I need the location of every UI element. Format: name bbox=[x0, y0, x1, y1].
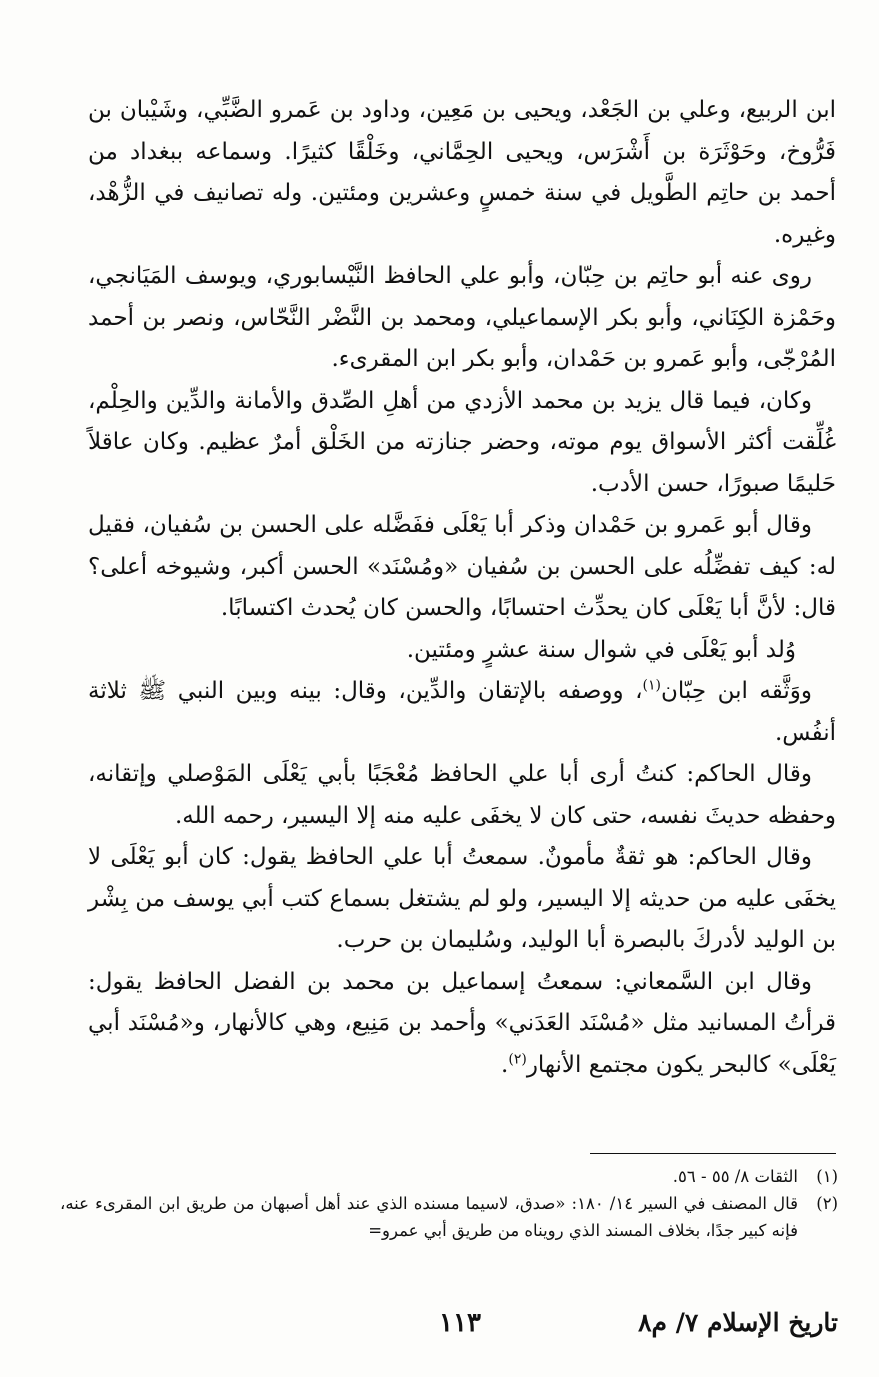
footnote-2-text: قال المصنف في السير ١٤/ ١٨٠: «صدق، لاسيما مسنده الذي عند أهل أصبهان من طريق ابن المقرىء عنه، فإنه كبير جدًا، بخلاف المسند الذي رويناه من طريق أبي عمرو= bbox=[60, 1194, 798, 1240]
paragraph-hakim-1: وقال الحاكم: كنتُ أرى أبا علي الحافظ مُعْجَبًا بأبي يَعْلَى المَوْصلي وإتقانه، وحفظه حديثَ نفسه، حتى كان لا يخفَى عليه منه إلا اليسير، رحمه الله. bbox=[88, 761, 836, 829]
paragraph-narrators: روى عنه أبو حاتِم بن حِبّان، وأبو علي الحافظ النَّيْسابوري، ويوسف المَيَانجي، وحَمْزة الكِنَاني، وأبو بكر الإسماعيلي، ومحمد بن النَّضْر النَّحّاس، ونصر بن أحمد المُرْجّى، وأبو عَمرو بن حَمْدان، وأبو بكر ابن المقرىء. bbox=[88, 263, 836, 372]
footnote-2-number: (٢) bbox=[816, 1194, 838, 1213]
paragraph-character: وكان، فيما قال يزيد بن محمد الأزدي من أهلِ الصِّدق والأمانة والدِّين والحِلْم، غُلِّقت أكثر الأسواق يوم موته، وحضر جنازته من الخَلْق أمرٌ عظيم. وكان عاقلاً حَليمًا صبورًا، حسن الأدب. bbox=[88, 387, 836, 497]
footnotes bbox=[60, 1163, 838, 1244]
running-title: تاريخ الإسلام ٧/ م٨ bbox=[638, 1308, 838, 1337]
footnote-1-number: (١) bbox=[816, 1167, 838, 1186]
main-text bbox=[88, 90, 836, 1086]
paragraph-ibn-hamdan: وقال أبو عَمرو بن حَمْدان وذكر أبا يَعْلَى ففَضَّله على الحسن بن سُفيان، فقيل له: كيف تفضِّلُه على الحسن بن سُفيان «ومُسْنَد» الحسن أكبر، وشيوخه أعلى؟ قال: لأنَّ أبا يَعْلَى كان يحدِّث احتسابًا، والحسن كان يُحدث اكتسابًا. bbox=[88, 512, 836, 621]
footnote-1-text: الثقات ٨/ ٥٥ - ٥٦. bbox=[672, 1167, 798, 1186]
paragraph-birth: وُلد أبو يَعْلَى في شوال سنة عشرٍ ومئتين. bbox=[406, 636, 796, 663]
page-number: ١١٣ bbox=[439, 1308, 481, 1338]
ibn-hibban-lead: ووَثَّقه ابن حِبّان bbox=[660, 678, 812, 704]
footnote-1 bbox=[60, 1163, 838, 1190]
footnote-ref-2[interactable]: (٢) bbox=[508, 1050, 527, 1067]
footnote-divider bbox=[590, 1153, 836, 1154]
ibn-hibban-rest: ، ووصفه بالإتقان والدِّين، وقال: بينه وبين النبي ﷺ ثلاثة أنفُس. bbox=[88, 678, 836, 746]
paragraph-samani bbox=[88, 962, 836, 1087]
samani-end: . bbox=[501, 1051, 509, 1078]
footnote-2 bbox=[60, 1190, 838, 1244]
page-footer bbox=[60, 1308, 838, 1348]
paragraph-hakim-2: وقال الحاكم: هو ثقةٌ مأمونٌ. سمعتُ أبا علي الحافظ يقول: كان أبو يَعْلَى لا يخفَى عليه من حديثه إلا اليسير، ولو لم يشتغل بسماع كتب أبي يوسف من بِشْر بن الوليد لأدركَ بالبصرة أبا الوليد، وسُليمان بن حرب. bbox=[88, 844, 836, 953]
footnote-ref-1[interactable]: (١) bbox=[642, 677, 661, 694]
paragraph-ibn-hibban bbox=[88, 671, 836, 754]
paragraph-teachers: ابن الربيع، وعلي بن الجَعْد، ويحيى بن مَعِين، وداود بن عَمرو الضَّبِّي، وشَيْبان بن فَرُّوخ، وحَوْثَرَة بن أَشْرَس، ويحيى الحِمَّاني، وخَلْقًا كثيرًا. وسماعه ببغداد من أحمد بن حاتِم الطَّويل في سنة خمسٍ وعشرين ومئتين. وله تصانيف في الزُّهْد، وغيره. bbox=[88, 97, 836, 248]
samani-text: وقال ابن السَّمعاني: سمعتُ إسماعيل بن محمد بن الفضل الحافظ يقول: قرأتُ المسانيد مثل «مُسْنَد العَدَني» وأحمد بن مَنِيع، وهي كالأنهار، و«مُسْنَد أبي يَعْلَى» كالبحر يكون مجتمع الأنهار bbox=[88, 968, 836, 1078]
